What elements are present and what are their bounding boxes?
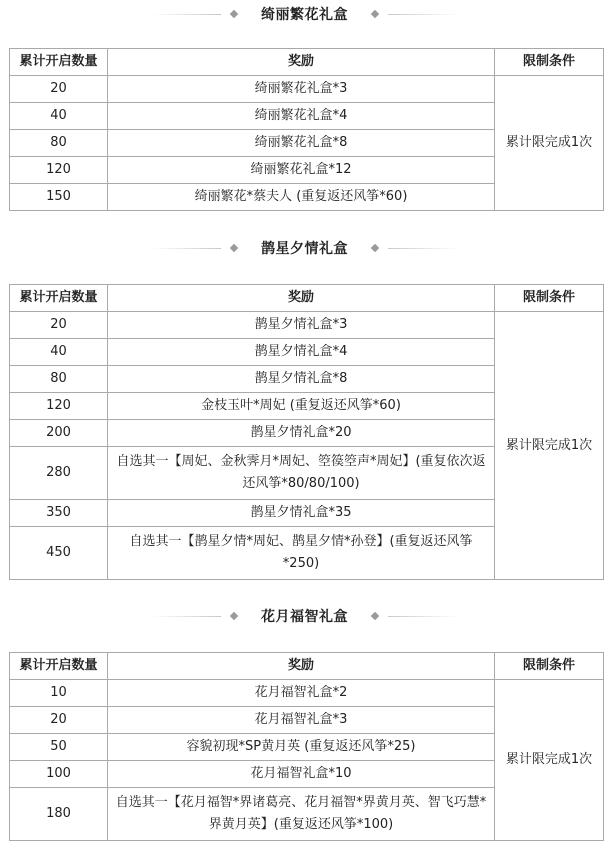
count-cell: 150 bbox=[10, 184, 108, 211]
count-cell: 20 bbox=[10, 707, 108, 734]
header-limit: 限制条件 bbox=[495, 285, 604, 312]
count-cell: 350 bbox=[10, 500, 108, 527]
diamond-icon bbox=[371, 10, 379, 18]
count-cell: 10 bbox=[10, 680, 108, 707]
title-divider-left bbox=[151, 248, 221, 249]
reward-cell: 鹊星夕情礼盒*3 bbox=[108, 312, 495, 339]
header-reward: 奖励 bbox=[108, 49, 495, 76]
diamond-icon bbox=[371, 612, 379, 620]
count-cell: 180 bbox=[10, 788, 108, 841]
diamond-icon bbox=[230, 244, 238, 252]
count-cell: 120 bbox=[10, 393, 108, 420]
count-cell: 200 bbox=[10, 420, 108, 447]
reward-cell: 鹊星夕情礼盒*35 bbox=[108, 500, 495, 527]
reward-cell: 容貌初现*SP黄月英 (重复返还风筝*25) bbox=[108, 734, 495, 761]
limit-cell: 累计限完成1次 bbox=[495, 312, 604, 580]
limit-cell: 累计限完成1次 bbox=[495, 680, 604, 841]
title-divider-right bbox=[388, 616, 458, 617]
count-cell: 40 bbox=[10, 339, 108, 366]
title-divider-right bbox=[388, 14, 458, 15]
header-limit: 限制条件 bbox=[495, 653, 604, 680]
reward-cell: 绮丽繁花*蔡夫人 (重复返还风筝*60) bbox=[108, 184, 495, 211]
title-divider-left bbox=[151, 14, 221, 15]
count-cell: 450 bbox=[10, 527, 108, 580]
table-row bbox=[10, 680, 604, 707]
table-row bbox=[10, 312, 604, 339]
count-cell: 80 bbox=[10, 130, 108, 157]
reward-cell: 自选其一【周妃、金秋霁月*周妃、箜篌箜声*周妃】(重复依次返还风筝*80/80/100) bbox=[108, 447, 495, 500]
header-reward: 奖励 bbox=[108, 285, 495, 312]
section-title-1 bbox=[0, 4, 609, 24]
header-limit: 限制条件 bbox=[495, 49, 604, 76]
reward-cell: 花月福智礼盒*2 bbox=[108, 680, 495, 707]
header-count: 累计开启数量 bbox=[10, 285, 108, 312]
reward-cell: 绮丽繁花礼盒*4 bbox=[108, 103, 495, 130]
section-heading: 花月福智礼盒 bbox=[261, 609, 348, 625]
title-divider-left bbox=[151, 616, 221, 617]
reward-cell: 鹊星夕情礼盒*20 bbox=[108, 420, 495, 447]
reward-cell: 花月福智礼盒*3 bbox=[108, 707, 495, 734]
section-heading: 鹊星夕情礼盒 bbox=[261, 241, 348, 257]
limit-cell: 累计限完成1次 bbox=[495, 76, 604, 211]
count-cell: 100 bbox=[10, 761, 108, 788]
section-title-3 bbox=[0, 606, 609, 626]
reward-cell: 绮丽繁花礼盒*8 bbox=[108, 130, 495, 157]
count-cell: 20 bbox=[10, 312, 108, 339]
table-row bbox=[10, 76, 604, 103]
reward-cell: 鹊星夕情礼盒*8 bbox=[108, 366, 495, 393]
count-cell: 20 bbox=[10, 76, 108, 103]
header-reward: 奖励 bbox=[108, 653, 495, 680]
section-heading: 绮丽繁花礼盒 bbox=[261, 7, 348, 23]
diamond-icon bbox=[230, 612, 238, 620]
reward-cell: 金枝玉叶*周妃 (重复返还风筝*60) bbox=[108, 393, 495, 420]
diamond-icon bbox=[230, 10, 238, 18]
title-divider-right bbox=[388, 248, 458, 249]
reward-table-3 bbox=[9, 652, 604, 841]
reward-cell: 自选其一【鹊星夕情*周妃、鹊星夕情*孙登】(重复返还风筝*250) bbox=[108, 527, 495, 580]
reward-cell: 鹊星夕情礼盒*4 bbox=[108, 339, 495, 366]
count-cell: 50 bbox=[10, 734, 108, 761]
count-cell: 120 bbox=[10, 157, 108, 184]
reward-cell: 绮丽繁花礼盒*3 bbox=[108, 76, 495, 103]
header-count: 累计开启数量 bbox=[10, 49, 108, 76]
reward-cell: 自选其一【花月福智*界诸葛亮、花月福智*界黄月英、智飞巧慧*界黄月英】(重复返还风筝*100) bbox=[108, 788, 495, 841]
reward-cell: 花月福智礼盒*10 bbox=[108, 761, 495, 788]
table-header-row bbox=[10, 49, 604, 76]
header-count: 累计开启数量 bbox=[10, 653, 108, 680]
section-title-2 bbox=[0, 238, 609, 258]
table-header-row bbox=[10, 653, 604, 680]
count-cell: 80 bbox=[10, 366, 108, 393]
count-cell: 280 bbox=[10, 447, 108, 500]
reward-cell: 绮丽繁花礼盒*12 bbox=[108, 157, 495, 184]
count-cell: 40 bbox=[10, 103, 108, 130]
reward-table-1 bbox=[9, 48, 604, 211]
table-header-row bbox=[10, 285, 604, 312]
reward-table-2 bbox=[9, 284, 604, 580]
diamond-icon bbox=[371, 244, 379, 252]
